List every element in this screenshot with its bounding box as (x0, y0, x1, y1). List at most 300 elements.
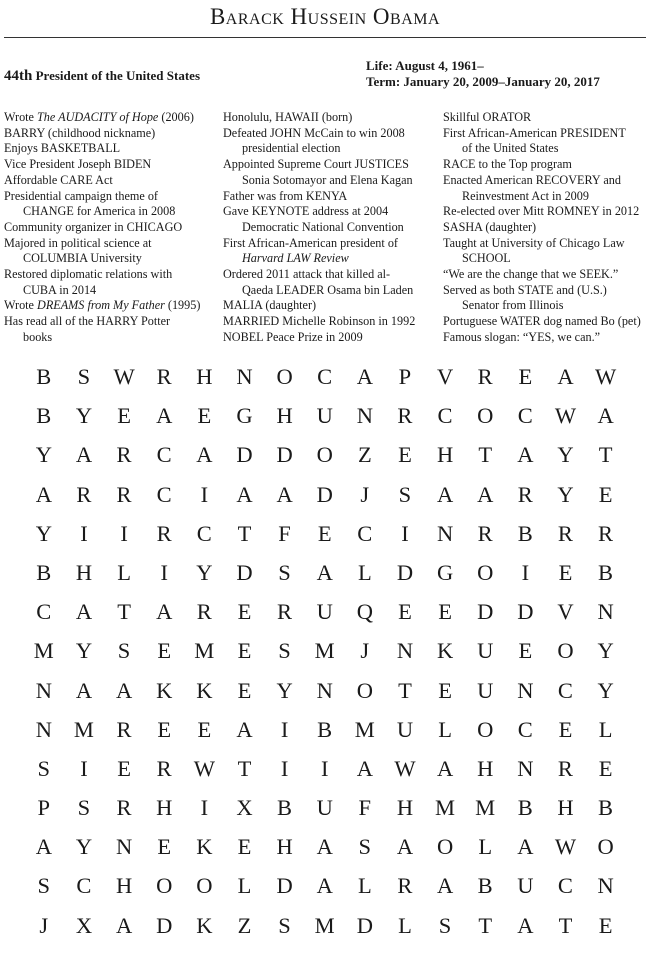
clue-item (443, 236, 641, 267)
grid-letter[interactable]: N (236, 364, 254, 389)
clue-continuation: Senator from Illinois (462, 298, 564, 313)
grid-letter[interactable]: H (276, 834, 294, 860)
grid-letter[interactable]: H (156, 795, 173, 821)
grid-letter[interactable]: F (278, 520, 292, 546)
grid-letter[interactable]: B (477, 873, 494, 899)
grid-letter[interactable]: A (316, 834, 334, 860)
grid-letter[interactable]: E (558, 716, 573, 742)
clue-text: Enjoys BASKETBALL (4, 141, 121, 156)
grid-letter[interactable]: E (197, 403, 212, 429)
grid-letter[interactable]: N (597, 873, 615, 899)
clue-text: MALIA (daughter) (223, 298, 317, 313)
grid-letter[interactable]: C (437, 403, 454, 429)
grid-letter[interactable]: E (598, 912, 613, 938)
grid-letter[interactable]: S (358, 834, 372, 860)
grid-letter[interactable]: I (200, 795, 209, 821)
clue-text-suffix: (2006) (158, 110, 194, 124)
grid-letter[interactable]: B (517, 520, 534, 546)
grid-letter[interactable]: S (278, 638, 292, 664)
grid-letter[interactable]: N (436, 520, 454, 546)
grid-letter[interactable]: E (598, 755, 613, 781)
clue-text: NOBEL Peace Prize in 2009 (223, 329, 363, 344)
grid-letter[interactable]: R (557, 520, 574, 546)
clue-line (223, 126, 405, 140)
clue-item (4, 173, 200, 189)
grid-letter[interactable]: R (277, 599, 293, 625)
grid-letter[interactable]: G (236, 403, 254, 429)
grid-letter[interactable]: J (39, 912, 49, 938)
grid-letter[interactable]: B (277, 795, 293, 821)
grid-letter[interactable]: N (316, 677, 334, 703)
grid-letter[interactable]: A (115, 912, 133, 938)
grid-letter[interactable]: L (478, 834, 493, 860)
grid-letter[interactable]: E (438, 677, 453, 703)
clue-line (443, 314, 641, 328)
grid-letter[interactable]: M (73, 716, 95, 742)
grid-letter[interactable]: H (396, 795, 414, 821)
grid-letter[interactable]: U (316, 599, 334, 625)
grid-letter[interactable]: S (278, 559, 292, 585)
clue-text-suffix: (1995) (164, 298, 201, 313)
grid-letter[interactable]: O (477, 403, 494, 429)
grid-letter[interactable]: Y (35, 442, 53, 468)
grid-letter[interactable]: F (358, 795, 372, 821)
grid-letter[interactable]: G (436, 559, 454, 585)
grid-letter[interactable]: A (557, 364, 575, 389)
grid-letter[interactable]: U (477, 638, 494, 664)
clue-column-1 (4, 110, 200, 346)
clue-text: Father was from KENYA (223, 188, 348, 203)
clue-item (223, 126, 415, 157)
grid-letter[interactable]: I (521, 559, 530, 585)
grid-letter[interactable]: O (356, 677, 374, 703)
grid-letter[interactable]: E (518, 638, 533, 664)
grid-letter[interactable]: T (398, 677, 413, 703)
grid-letter[interactable]: S (278, 912, 292, 938)
grid-letter[interactable]: L (117, 559, 132, 585)
clue-text: Enacted American RECOVERY and (443, 172, 621, 187)
grid-letter[interactable]: A (196, 442, 213, 468)
grid-letter[interactable]: A (316, 873, 334, 899)
grid-letter[interactable]: I (200, 481, 209, 507)
clue-line (443, 283, 607, 297)
grid-letter[interactable]: Z (237, 912, 252, 938)
grid-letter[interactable]: I (280, 716, 289, 742)
clue-continuation: SCHOOL (462, 251, 511, 266)
grid-letter[interactable]: H (75, 559, 93, 585)
grid-letter[interactable]: E (117, 755, 132, 781)
clue-item (443, 330, 641, 346)
grid-letter[interactable]: A (156, 599, 173, 625)
grid-letter[interactable]: R (116, 716, 133, 742)
clue-text: RACE to the Top program (443, 157, 572, 172)
grid-letter[interactable]: E (117, 403, 132, 429)
grid-letter[interactable]: A (597, 403, 615, 429)
grid-letter[interactable]: V (436, 364, 454, 389)
grid-letter[interactable]: M (435, 795, 456, 821)
grid-letter[interactable]: B (598, 795, 614, 821)
grid-letter[interactable]: W (394, 755, 417, 781)
grid-letter[interactable]: A (396, 834, 414, 860)
grid-letter[interactable]: A (156, 403, 173, 429)
clue-text: Skillful ORATOR (443, 110, 532, 124)
grid-letter[interactable]: K (196, 912, 213, 938)
grid-letter[interactable]: N (35, 716, 53, 742)
grid-letter[interactable]: H (477, 755, 494, 781)
grid-letter[interactable]: A (115, 677, 133, 703)
grid-letter[interactable]: A (236, 481, 254, 507)
grid-letter[interactable]: L (357, 559, 373, 585)
grid-letter[interactable]: B (36, 364, 52, 389)
grid-letter[interactable]: E (197, 716, 212, 742)
grid-letter[interactable]: W (193, 755, 216, 781)
grid-letter[interactable]: C (317, 364, 333, 389)
grid-letter[interactable]: A (517, 834, 534, 860)
grid-letter[interactable]: A (35, 834, 53, 860)
grid-letter[interactable]: U (396, 716, 414, 742)
grid-letter[interactable]: S (37, 755, 51, 781)
grid-letter[interactable]: W (594, 364, 617, 389)
clue-text: Gave KEYNOTE address at 2004 (223, 204, 389, 219)
grid-letter[interactable]: E (157, 834, 172, 860)
grid-letter[interactable]: A (436, 755, 454, 781)
grid-letter[interactable]: O (477, 716, 494, 742)
grid-letter[interactable]: O (276, 364, 294, 389)
clue-text: Restored diplomatic relations with (4, 267, 173, 282)
grid-letter[interactable]: M (194, 638, 215, 664)
grid-letter[interactable]: R (517, 481, 534, 507)
clue-text: Wrote (4, 110, 38, 124)
grid-letter[interactable]: C (517, 716, 534, 742)
clue-text: First African-American president of (223, 235, 398, 250)
grid-letter[interactable]: N (517, 755, 534, 781)
grid-letter[interactable]: M (314, 912, 336, 938)
grid-letter[interactable]: J (360, 481, 370, 507)
grid-letter[interactable]: M (475, 795, 496, 821)
clue-line (223, 314, 415, 328)
grid-letter[interactable]: S (37, 873, 51, 899)
grid-letter[interactable]: D (396, 559, 414, 585)
clue-text: Ordered 2011 attack that killed al- (223, 267, 391, 282)
clue-line (4, 267, 172, 281)
grid-letter[interactable]: S (77, 364, 91, 389)
clue-text: First African-American PRESIDENT (443, 125, 626, 140)
grid-letter[interactable]: R (116, 442, 133, 468)
grid-letter[interactable]: O (597, 834, 615, 860)
grid-letter[interactable]: S (398, 481, 412, 507)
grid-letter[interactable]: T (598, 442, 613, 468)
clue-line (223, 204, 388, 218)
grid-letter[interactable]: X (75, 912, 93, 938)
grid-letter[interactable]: A (477, 481, 494, 507)
grid-letter[interactable]: A (236, 716, 254, 742)
grid-letter[interactable]: O (316, 442, 334, 468)
grid-letter[interactable]: E (157, 716, 172, 742)
clue-line (223, 267, 390, 281)
grid-letter[interactable]: Q (356, 599, 374, 625)
clue-text: Has read all of the HARRY Potter (4, 314, 171, 329)
grid-letter[interactable]: E (237, 638, 252, 664)
grid-letter[interactable]: R (397, 403, 413, 429)
grid-letter[interactable]: Y (557, 481, 575, 507)
grid-letter[interactable]: D (517, 599, 534, 625)
clue-line (443, 204, 639, 218)
grid-letter[interactable]: A (75, 599, 93, 625)
grid-letter[interactable]: I (280, 755, 289, 781)
grid-letter[interactable]: P (37, 795, 51, 821)
grid-letter[interactable]: R (397, 873, 413, 899)
grid-letter[interactable]: L (237, 873, 252, 899)
clue-line (4, 189, 158, 203)
clue-text: Re-elected over Mitt ROMNEY in 2012 (443, 204, 640, 219)
clue-text: “We are the change that we SEEK.” (443, 267, 619, 282)
clue-continuation: Reinvestment Act in 2009 (462, 188, 589, 203)
clue-item (4, 110, 200, 126)
clue-item (223, 110, 415, 126)
grid-letter[interactable]: M (33, 638, 55, 664)
grid-letter[interactable]: I (120, 520, 129, 546)
grid-letter[interactable]: R (477, 520, 494, 546)
grid-letter[interactable]: Y (75, 638, 93, 664)
clue-text: Majored in political science at (4, 235, 152, 250)
clue-text: Affordable CARE Act (4, 172, 113, 187)
grid-letter[interactable]: K (156, 677, 173, 703)
grid-letter[interactable]: C (76, 873, 92, 899)
title-divider (4, 37, 646, 38)
grid-letter[interactable]: A (75, 442, 93, 468)
grid-letter[interactable]: T (558, 912, 573, 938)
grid-letter[interactable]: Z (357, 442, 373, 468)
grid-letter[interactable]: A (276, 481, 294, 507)
clue-continuation: COLUMBIA University (23, 251, 142, 266)
grid-letter[interactable]: N (115, 834, 133, 860)
grid-letter[interactable]: D (156, 912, 173, 938)
grid-letter[interactable]: V (557, 599, 575, 625)
clue-continuation-italic: Harvard LAW Review (242, 251, 349, 266)
clue-text: Wrote (4, 298, 38, 313)
grid-letter[interactable]: N (517, 677, 534, 703)
clue-item (4, 298, 200, 314)
life-term-info (366, 58, 600, 90)
grid-letter[interactable]: Y (557, 442, 575, 468)
grid-letter[interactable]: A (356, 364, 374, 389)
grid-letter[interactable]: M (354, 716, 376, 742)
clue-item (443, 267, 641, 283)
clue-line (443, 126, 626, 140)
grid-letter[interactable]: H (276, 403, 294, 429)
grid-letter[interactable]: E (237, 677, 252, 703)
grid-letter[interactable]: E (558, 559, 573, 585)
grid-letter[interactable]: I (80, 755, 89, 781)
clue-column-2 (223, 110, 415, 346)
grid-letter[interactable]: U (477, 677, 494, 703)
clue-item (223, 189, 415, 205)
grid-letter[interactable]: N (396, 638, 414, 664)
grid-letter[interactable]: L (398, 912, 413, 938)
grid-letter[interactable]: T (478, 912, 493, 938)
president-subtitle-text: President of the United States (32, 68, 201, 83)
grid-letter[interactable]: C (196, 520, 213, 546)
grid-letter[interactable]: J (360, 638, 370, 664)
grid-letter[interactable]: N (597, 599, 615, 625)
grid-letter[interactable]: W (554, 834, 577, 860)
clue-item (4, 157, 200, 173)
grid-letter[interactable]: P (398, 364, 412, 389)
grid-letter[interactable]: B (598, 559, 614, 585)
grid-letter[interactable]: O (477, 559, 494, 585)
grid-letter[interactable]: C (36, 599, 52, 625)
grid-letter[interactable]: X (236, 795, 254, 821)
clue-item (223, 236, 415, 267)
grid-letter[interactable]: C (156, 442, 173, 468)
grid-letter[interactable]: L (438, 716, 453, 742)
grid-letter[interactable]: H (196, 364, 213, 389)
grid-letter[interactable]: M (314, 638, 336, 664)
clue-line (223, 298, 316, 312)
grid-letter[interactable]: E (157, 638, 172, 664)
grid-letter[interactable]: Y (597, 677, 615, 703)
grid-letter[interactable]: B (36, 403, 52, 429)
clue-line (4, 236, 152, 250)
grid-letter[interactable]: U (517, 873, 534, 899)
grid-letter[interactable]: D (316, 481, 334, 507)
grid-letter[interactable]: K (196, 834, 213, 860)
clue-line (443, 220, 536, 234)
clue-line (223, 236, 398, 250)
grid-letter[interactable]: E (518, 364, 533, 389)
grid-letter[interactable]: A (75, 677, 93, 703)
clue-item (443, 110, 641, 126)
clue-item (443, 126, 641, 157)
grid-letter[interactable]: E (237, 599, 252, 625)
grid-letter[interactable]: A (436, 481, 454, 507)
grid-letter[interactable]: H (115, 873, 133, 899)
president-subtitle (4, 68, 200, 85)
grid-letter[interactable]: U (316, 795, 334, 821)
grid-letter[interactable]: E (237, 834, 252, 860)
grid-letter[interactable]: E (317, 520, 333, 546)
clue-line (4, 314, 170, 328)
clue-line (223, 157, 409, 171)
grid-letter[interactable]: H (436, 442, 454, 468)
grid-letter[interactable]: L (598, 716, 613, 742)
grid-letter[interactable]: B (36, 559, 52, 585)
grid-letter[interactable]: K (436, 638, 454, 664)
grid-letter[interactable]: O (196, 873, 213, 899)
grid-letter[interactable]: W (113, 364, 136, 389)
clue-continuation: CHANGE for America in 2008 (23, 204, 176, 219)
grid-letter[interactable]: C (357, 520, 373, 546)
page-title: Barack Hussein Obama (209, 4, 441, 29)
grid-letter[interactable]: T (237, 520, 252, 546)
grid-letter[interactable]: D (356, 912, 374, 938)
grid-letter[interactable]: S (117, 638, 131, 664)
grid-letter[interactable]: T (237, 755, 252, 781)
grid-letter[interactable]: A (316, 559, 334, 585)
grid-letter[interactable]: R (116, 481, 133, 507)
grid-letter[interactable]: C (557, 677, 574, 703)
grid-letter[interactable]: H (557, 795, 575, 821)
clue-line (4, 141, 120, 155)
grid-letter[interactable]: A (436, 873, 454, 899)
grid-letter[interactable]: R (598, 520, 614, 546)
grid-letter[interactable]: Y (75, 403, 93, 429)
grid-letter[interactable]: N (356, 403, 374, 429)
clue-item (4, 126, 200, 142)
grid-letter[interactable]: I (401, 520, 410, 546)
grid-letter[interactable]: L (357, 873, 373, 899)
clue-item (4, 220, 200, 236)
grid-letter[interactable]: O (436, 834, 454, 860)
grid-letter[interactable]: T (117, 599, 132, 625)
grid-letter[interactable]: S (438, 912, 452, 938)
grid-letter[interactable]: C (156, 481, 173, 507)
grid-letter[interactable]: Y (35, 520, 53, 546)
grid-letter[interactable]: A (517, 912, 534, 938)
grid-letter[interactable]: Y (597, 638, 615, 664)
grid-letter[interactable]: R (76, 481, 92, 507)
grid-letter[interactable]: B (517, 795, 534, 821)
clue-line (4, 220, 182, 234)
grid-letter[interactable]: R (156, 364, 173, 389)
grid-letter[interactable]: E (438, 599, 453, 625)
grid-letter[interactable]: D (276, 442, 294, 468)
clue-line (4, 126, 155, 140)
grid-letter[interactable]: D (477, 599, 494, 625)
grid-letter[interactable]: R (116, 795, 133, 821)
grid-letter[interactable]: D (236, 559, 254, 585)
grid-letter[interactable]: C (517, 403, 534, 429)
grid-letter[interactable]: A (517, 442, 534, 468)
grid-letter[interactable]: D (236, 442, 254, 468)
grid-letter[interactable]: R (156, 520, 173, 546)
grid-letter[interactable]: E (398, 599, 413, 625)
grid-letter[interactable]: E (598, 481, 613, 507)
grid-letter[interactable]: K (196, 677, 213, 703)
clue-item (4, 314, 200, 345)
clue-text: Portuguese WATER dog named Bo (pet) (443, 314, 641, 329)
grid-letter[interactable]: A (356, 755, 374, 781)
grid-letter[interactable]: S (77, 795, 91, 821)
grid-letter[interactable]: I (80, 520, 89, 546)
grid-letter[interactable]: C (557, 873, 574, 899)
grid-letter[interactable]: Y (196, 559, 213, 585)
clue-item (4, 267, 200, 298)
grid-letter[interactable]: B (317, 716, 333, 742)
grid-letter[interactable]: U (316, 403, 334, 429)
grid-letter[interactable]: R (477, 364, 494, 389)
grid-letter[interactable]: T (478, 442, 493, 468)
grid-letter[interactable]: N (35, 677, 53, 703)
grid-letter[interactable]: R (557, 755, 574, 781)
grid-letter[interactable]: R (156, 755, 173, 781)
clue-line (223, 110, 352, 124)
clue-text: Honolulu, HAWAII (born) (223, 110, 353, 124)
grid-letter[interactable]: O (156, 873, 173, 899)
clue-line (443, 110, 531, 124)
grid-letter[interactable]: Y (75, 834, 93, 860)
clue-item (443, 220, 641, 236)
grid-letter[interactable]: A (35, 481, 53, 507)
grid-letter[interactable]: Y (276, 677, 294, 703)
grid-letter[interactable]: E (398, 442, 413, 468)
grid-letter[interactable]: W (554, 403, 577, 429)
grid-letter[interactable]: O (557, 638, 575, 664)
grid-letter[interactable]: I (160, 559, 169, 585)
grid-letter[interactable]: R (196, 599, 213, 625)
grid-letter[interactable]: D (276, 873, 294, 899)
grid-letter[interactable]: I (320, 755, 329, 781)
